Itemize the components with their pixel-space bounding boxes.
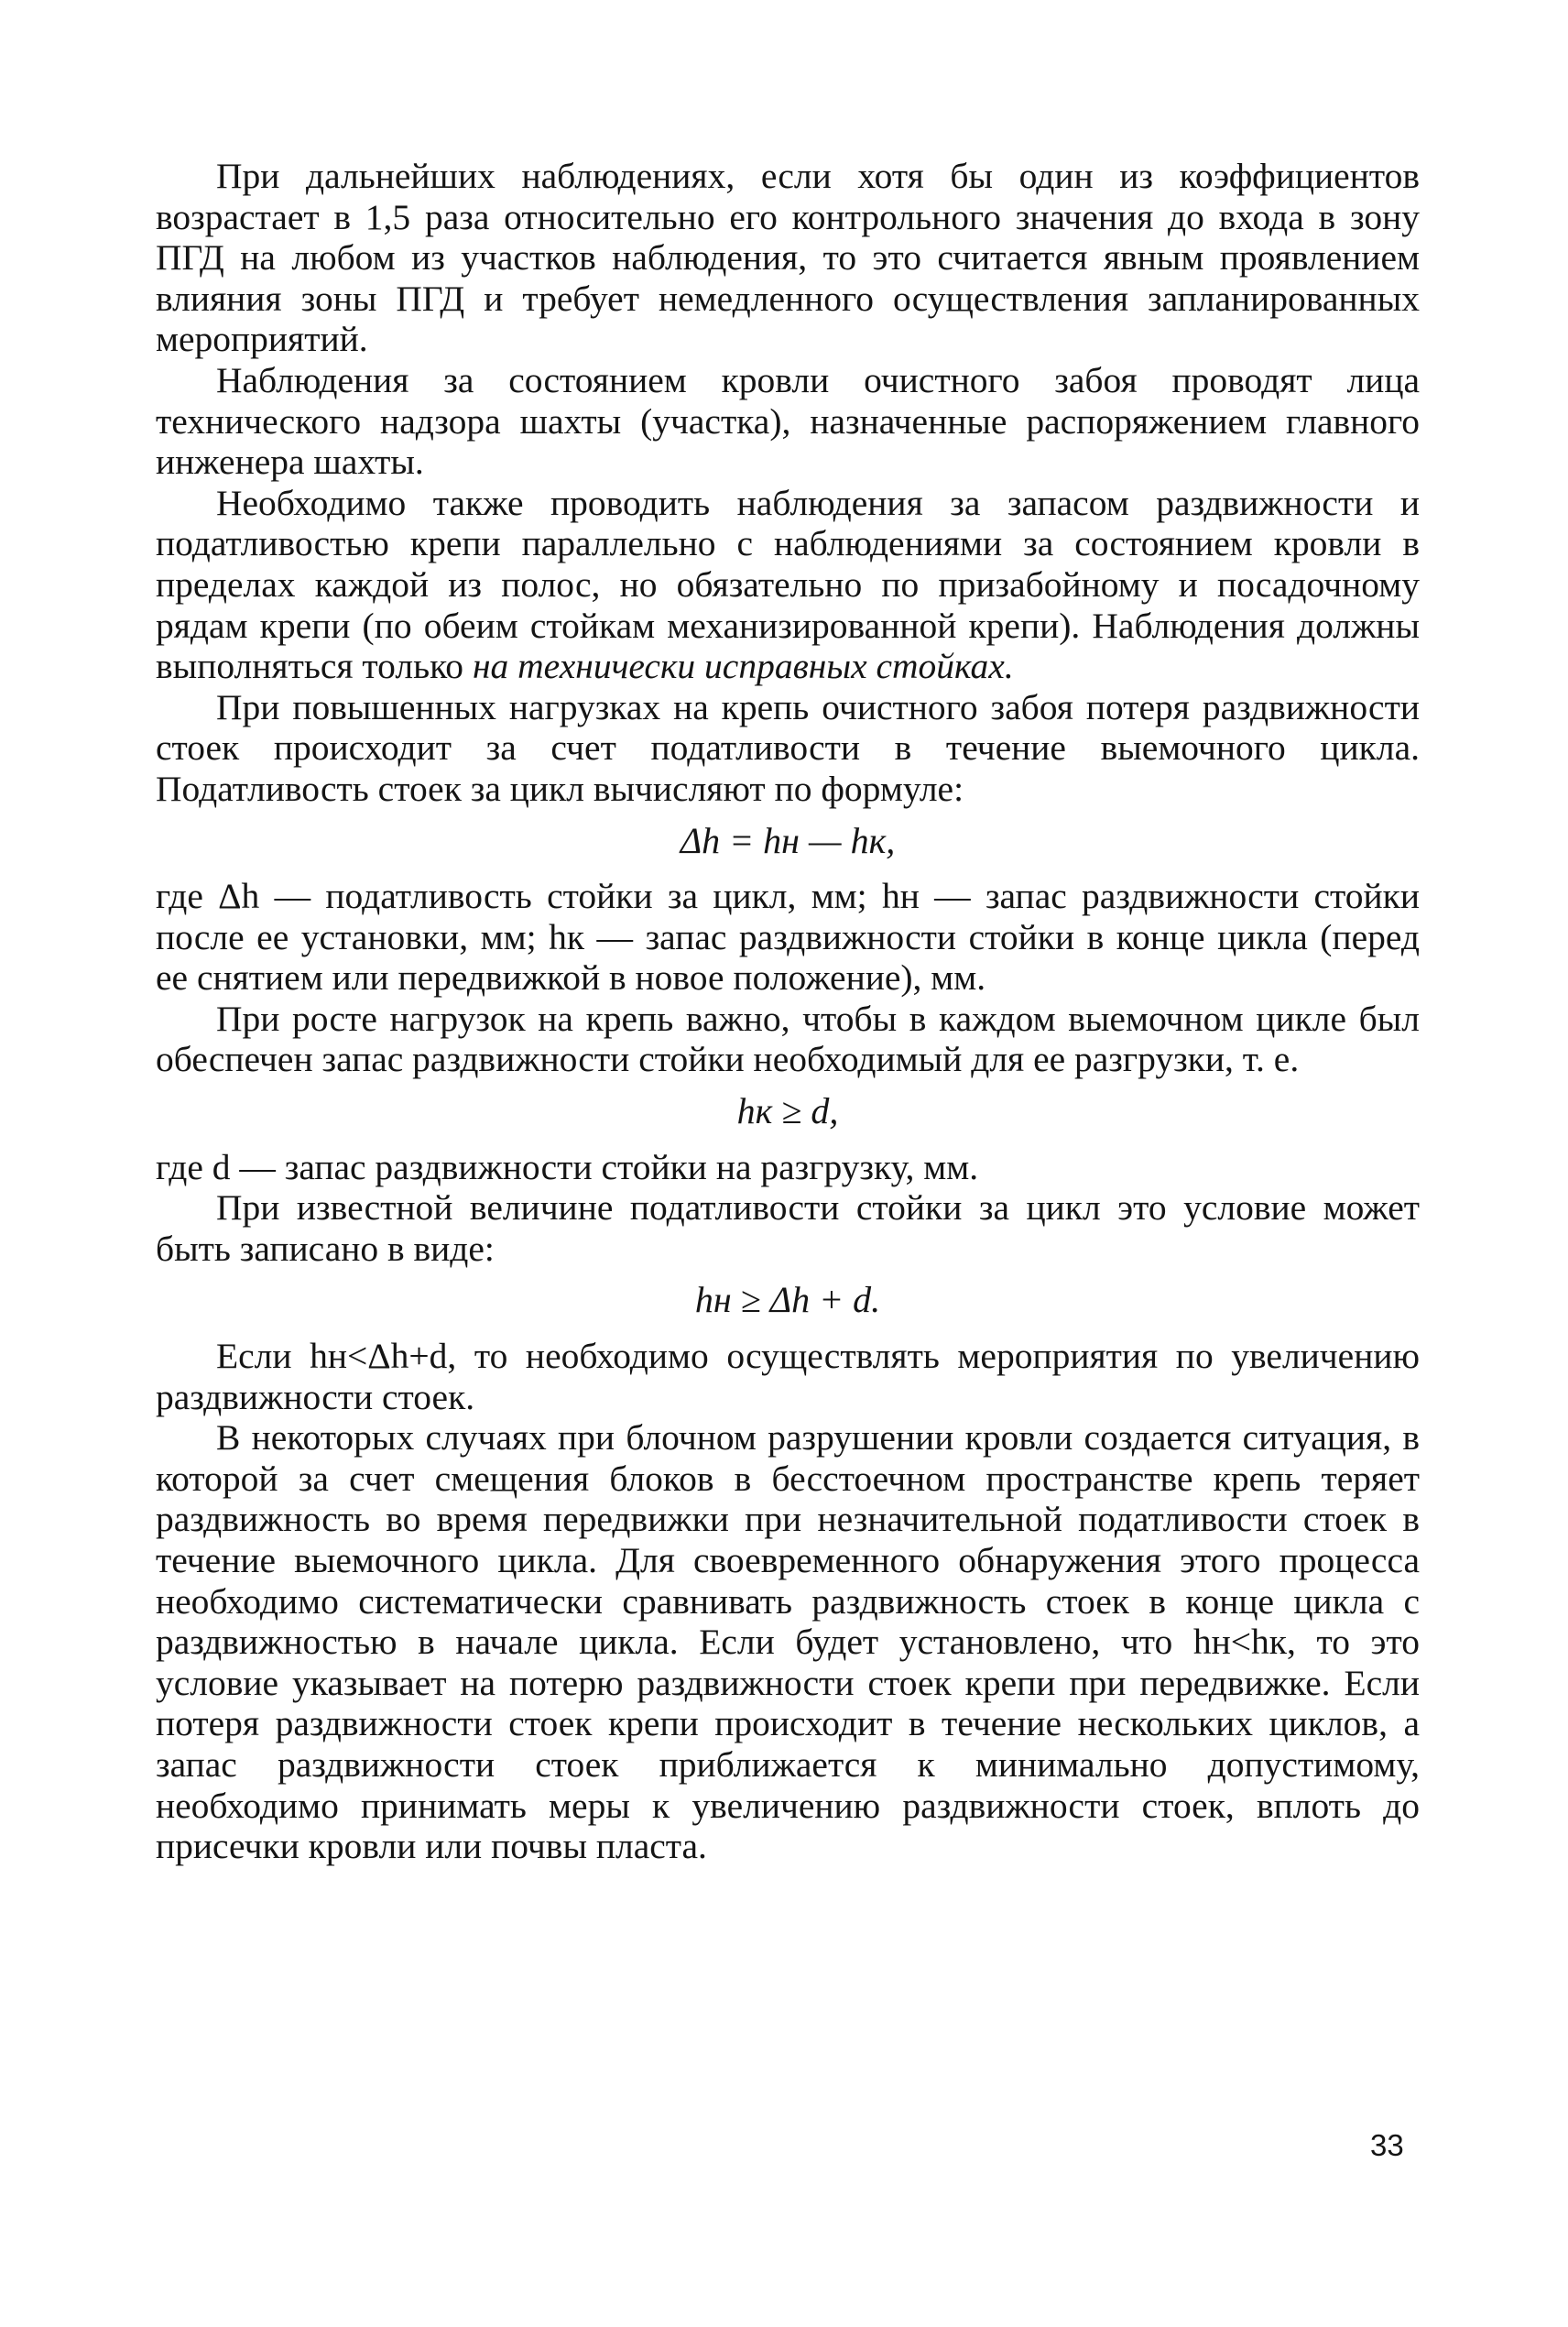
page-number: 33: [1370, 2128, 1404, 2162]
document-page: [156, 156, 1420, 1867]
paragraph-10: В некоторых случаях при блочном разрушении кровли создается ситуация, в которой за счет смещения блоков в бесстоечном пространстве крепь теряет раздвижность во время передвижки при незначительной податливости стоек в течение выемочного цикла. Для своевременного обнаружения этого процесса необходимо систематически сравнивать раздвижность стоек в конце цикла с раздвижностью в начале цикла. Если будет установлено, что hн<hк, то это условие указывает на потерю раздвижности стоек крепи при передвижке. Если потеря раздвижности стоек крепи происходит в течение нескольких циклов, а запас раздвижности стоек приближается к минимально допустимому, необходимо принимать меры к увеличению раздвижности стоек, вплоть до присечки кровли или почвы пласта.: [156, 1417, 1420, 1867]
paragraph-8: При известной величине податливости стойки за цикл это условие может быть записано в виде:: [156, 1187, 1420, 1269]
paragraph-7: где d — запас раздвижности стойки на разгрузку, мм.: [156, 1146, 979, 1187]
formula-2: hк ≥ d,: [736, 1090, 839, 1132]
paragraph-4: При повышенных нагрузках на крепь очистного забоя потеря раздвижности стоек происходит за счет податливости в течение выемочного цикла. Податливость стоек за цикл вычисляют по формуле:: [156, 686, 1420, 809]
formula-3: hн ≥ Δh + d.: [694, 1279, 881, 1321]
paragraph-6: При росте нагрузок на крепь важно, чтобы в каждом выемочном цикле был обеспечен запас раздвижности стойки необходимый для ее разгрузки, т. е.: [156, 998, 1420, 1080]
paragraph-3-text: Необходимо также проводить наблюдения за запасом раздвижности и податливостью крепи параллельно с наблюдениями за состоянием кровли в пределах каждой из полос, но обязательно по призабойному и посадочному рядам крепи (по обеим стойкам механизированной крепи). Наблюдения должны выполняться только: [156, 482, 1420, 687]
formula-1: Δh = hн — hк,: [680, 819, 896, 861]
paragraph-3: [156, 483, 1420, 687]
paragraph-9: Если hн<Δh+d, то необходимо осуществлять мероприятия по увеличению раздвижности стоек.: [156, 1336, 1420, 1417]
paragraph-3-italic-text: на технически исправных стойках.: [472, 646, 1014, 687]
paragraph-1: При дальнейших наблюдениях, если хотя бы один из коэффициентов возрастает в 1,5 раза относительно его контрольного значения до входа в зону ПГД на любом из участков наблюдения, то это считается явным проявлением влияния зоны ПГД и требует немедленного осуществления запланированных мероприятий.: [156, 156, 1420, 360]
paragraph-5: где Δh — податливость стойки за цикл, мм; hн — запас раздвижности стойки после ее установки, мм; hк — запас раздвижности стойки в конце цикла (перед ее снятием или передвижкой в новое положение), мм.: [156, 876, 1420, 999]
paragraph-2: Наблюдения за состоянием кровли очистного забоя проводят лица технического надзора шахты (участка), назначенные распоряжением главного инженера шахты.: [156, 359, 1420, 483]
